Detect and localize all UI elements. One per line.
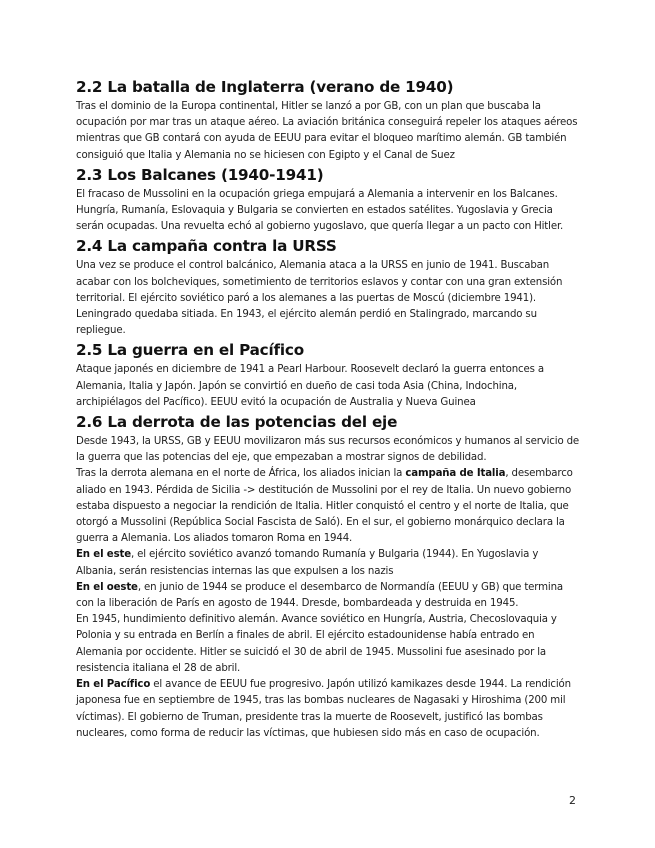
paragraph-campana-italia: [76, 466, 581, 547]
document-body: [76, 77, 581, 743]
bold-lead: En el este: [76, 549, 131, 561]
section-balcanes: [76, 165, 581, 236]
section-heading: 2.4 La campaña contra la URSS: [76, 237, 337, 256]
section-derrota-eje: [76, 412, 581, 742]
paragraph: Una vez se produce el control balcánico, Alemania ataca a la URSS en junio de 1941. Buscaban acabar con los bolcheviques, sometimiento de territorios eslavos y contar con una gran extensión territorial. El ejército soviético paró a los alemanes a las puertas de Moscú (diciembre 1941). Leningrado quedaba sitiada. En 1943, el ejército alemán perdió en Stalingrado, marcando su repliegue.: [76, 260, 563, 337]
section-campana-urss: [76, 236, 581, 339]
paragraph-text: , en junio de 1944 se produce el desembarco de Normandía (EEUU y GB) que termina con la liberación de París en agosto de 1944. Dresde, bombardeada y destruida en 1945.: [76, 581, 564, 610]
bold-lead: En el oeste: [76, 581, 138, 593]
section-heading: 2.3 Los Balcanes (1940-1941): [76, 165, 324, 184]
paragraph-pacifico: [76, 677, 581, 742]
section-heading: 2.5 La guerra en el Pacífico: [76, 341, 304, 360]
paragraph: Tras el dominio de la Europa continental, Hitler se lanzó a por GB, con un plan que buscaba la ocupación por mar tras un ataque aéreo. La aviación británica conseguirá repeler los ataques aéreos mientras que GB contará con ayuda de EEUU para evitar el bloqueo marítimo alemán. GB también consiguió que Italia y Alemania no se hiciesen con Egipto y el Canal de Suez: [76, 101, 578, 161]
paragraph-text: el avance de EEUU fue progresivo. Japón utilizó kamikazes desde 1944. La rendición japonesa fue en septiembre de 1945, tras las bombas nucleares de Nagasaki y Hiroshima (200 mil víctimas). El gobierno de Truman, presidente tras la muerte de Roosevelt, justificó las bombas nucleares, como forma de reducir las víctimas, que hubiesen sido más en caso de ocupación.: [76, 679, 571, 739]
paragraph: El fracaso de Mussolini en la ocupación griega empujará a Alemania a intervenir en los Balcanes. Hungría, Rumanía, Eslovaquia y Bulgaria se convierten en estados satélites. Yugoslavia y Grecia serán ocupadas. Una revuelta echó al gobierno yugoslavo, que quería llegar a un pacto con Hitler.: [76, 188, 564, 233]
section-batalla-inglaterra: [76, 77, 581, 164]
paragraph-text: , el ejército soviético avanzó tomando Rumanía y Bulgaria (1944). En Yugoslavia y Albania, serán resistencias internas las que expulsen a los nazis: [76, 549, 539, 577]
paragraph: Desde 1943, la URSS, GB y EEUU movilizaron más sus recursos económicos y humanos al servicio de la guerra que las potencias del eje, que empezaban a mostrar signos de debilidad.: [76, 436, 580, 464]
bold-term: campaña de Italia: [405, 468, 506, 480]
page-number: 2: [569, 794, 576, 807]
paragraph-este: [76, 547, 581, 579]
paragraph-text: Tras la derrota alemana en el norte de África, los aliados inician la: [76, 468, 406, 480]
paragraph-oeste: [76, 580, 581, 612]
paragraph: En 1945, hundimiento definitivo alemán. Avance soviético en Hungría, Austria, Checoslovaquia y Polonia y su entrada en Berlín a finales de abril. El ejército estadounidense había entrado en Alemania por occidente. Hitler se suicidó el 30 de abril de 1945. Mussolini fue asesinado por la resistencia italiana el 28 de abril.: [76, 614, 557, 674]
section-heading: 2.2 La batalla de Inglaterra (verano de 1940): [76, 78, 454, 96]
paragraph-text: , desembarco aliado en 1943. Pérdida de Sicilia -> destitución de Mussolini por el rey de Italia. Un nuevo gobierno estaba dispuesto a negociar la rendición de Italia. Hitler conquistó el centro y el norte de Italia, que otorgó a Mussolini (República Social Fascista de Saló). En el sur, el gobierno monárquico declara la guerra a Alemania. Los aliados tomaron Roma en 1944.: [76, 468, 573, 545]
paragraph: Ataque japonés en diciembre de 1941 a Pearl Harbour. Roosevelt declaró la guerra entonces a Alemania, Italia y Japón. Japón se convirtió en dueño de casi toda Asia (China, Indochina, archipiélagos del Pacífico). EEUU evitó la ocupación de Australia y Nueva Guinea: [76, 364, 544, 408]
section-guerra-pacifico: [76, 340, 581, 411]
bold-lead: En el Pacífico: [76, 679, 151, 691]
section-heading: 2.6 La derrota de las potencias del eje: [76, 413, 398, 432]
